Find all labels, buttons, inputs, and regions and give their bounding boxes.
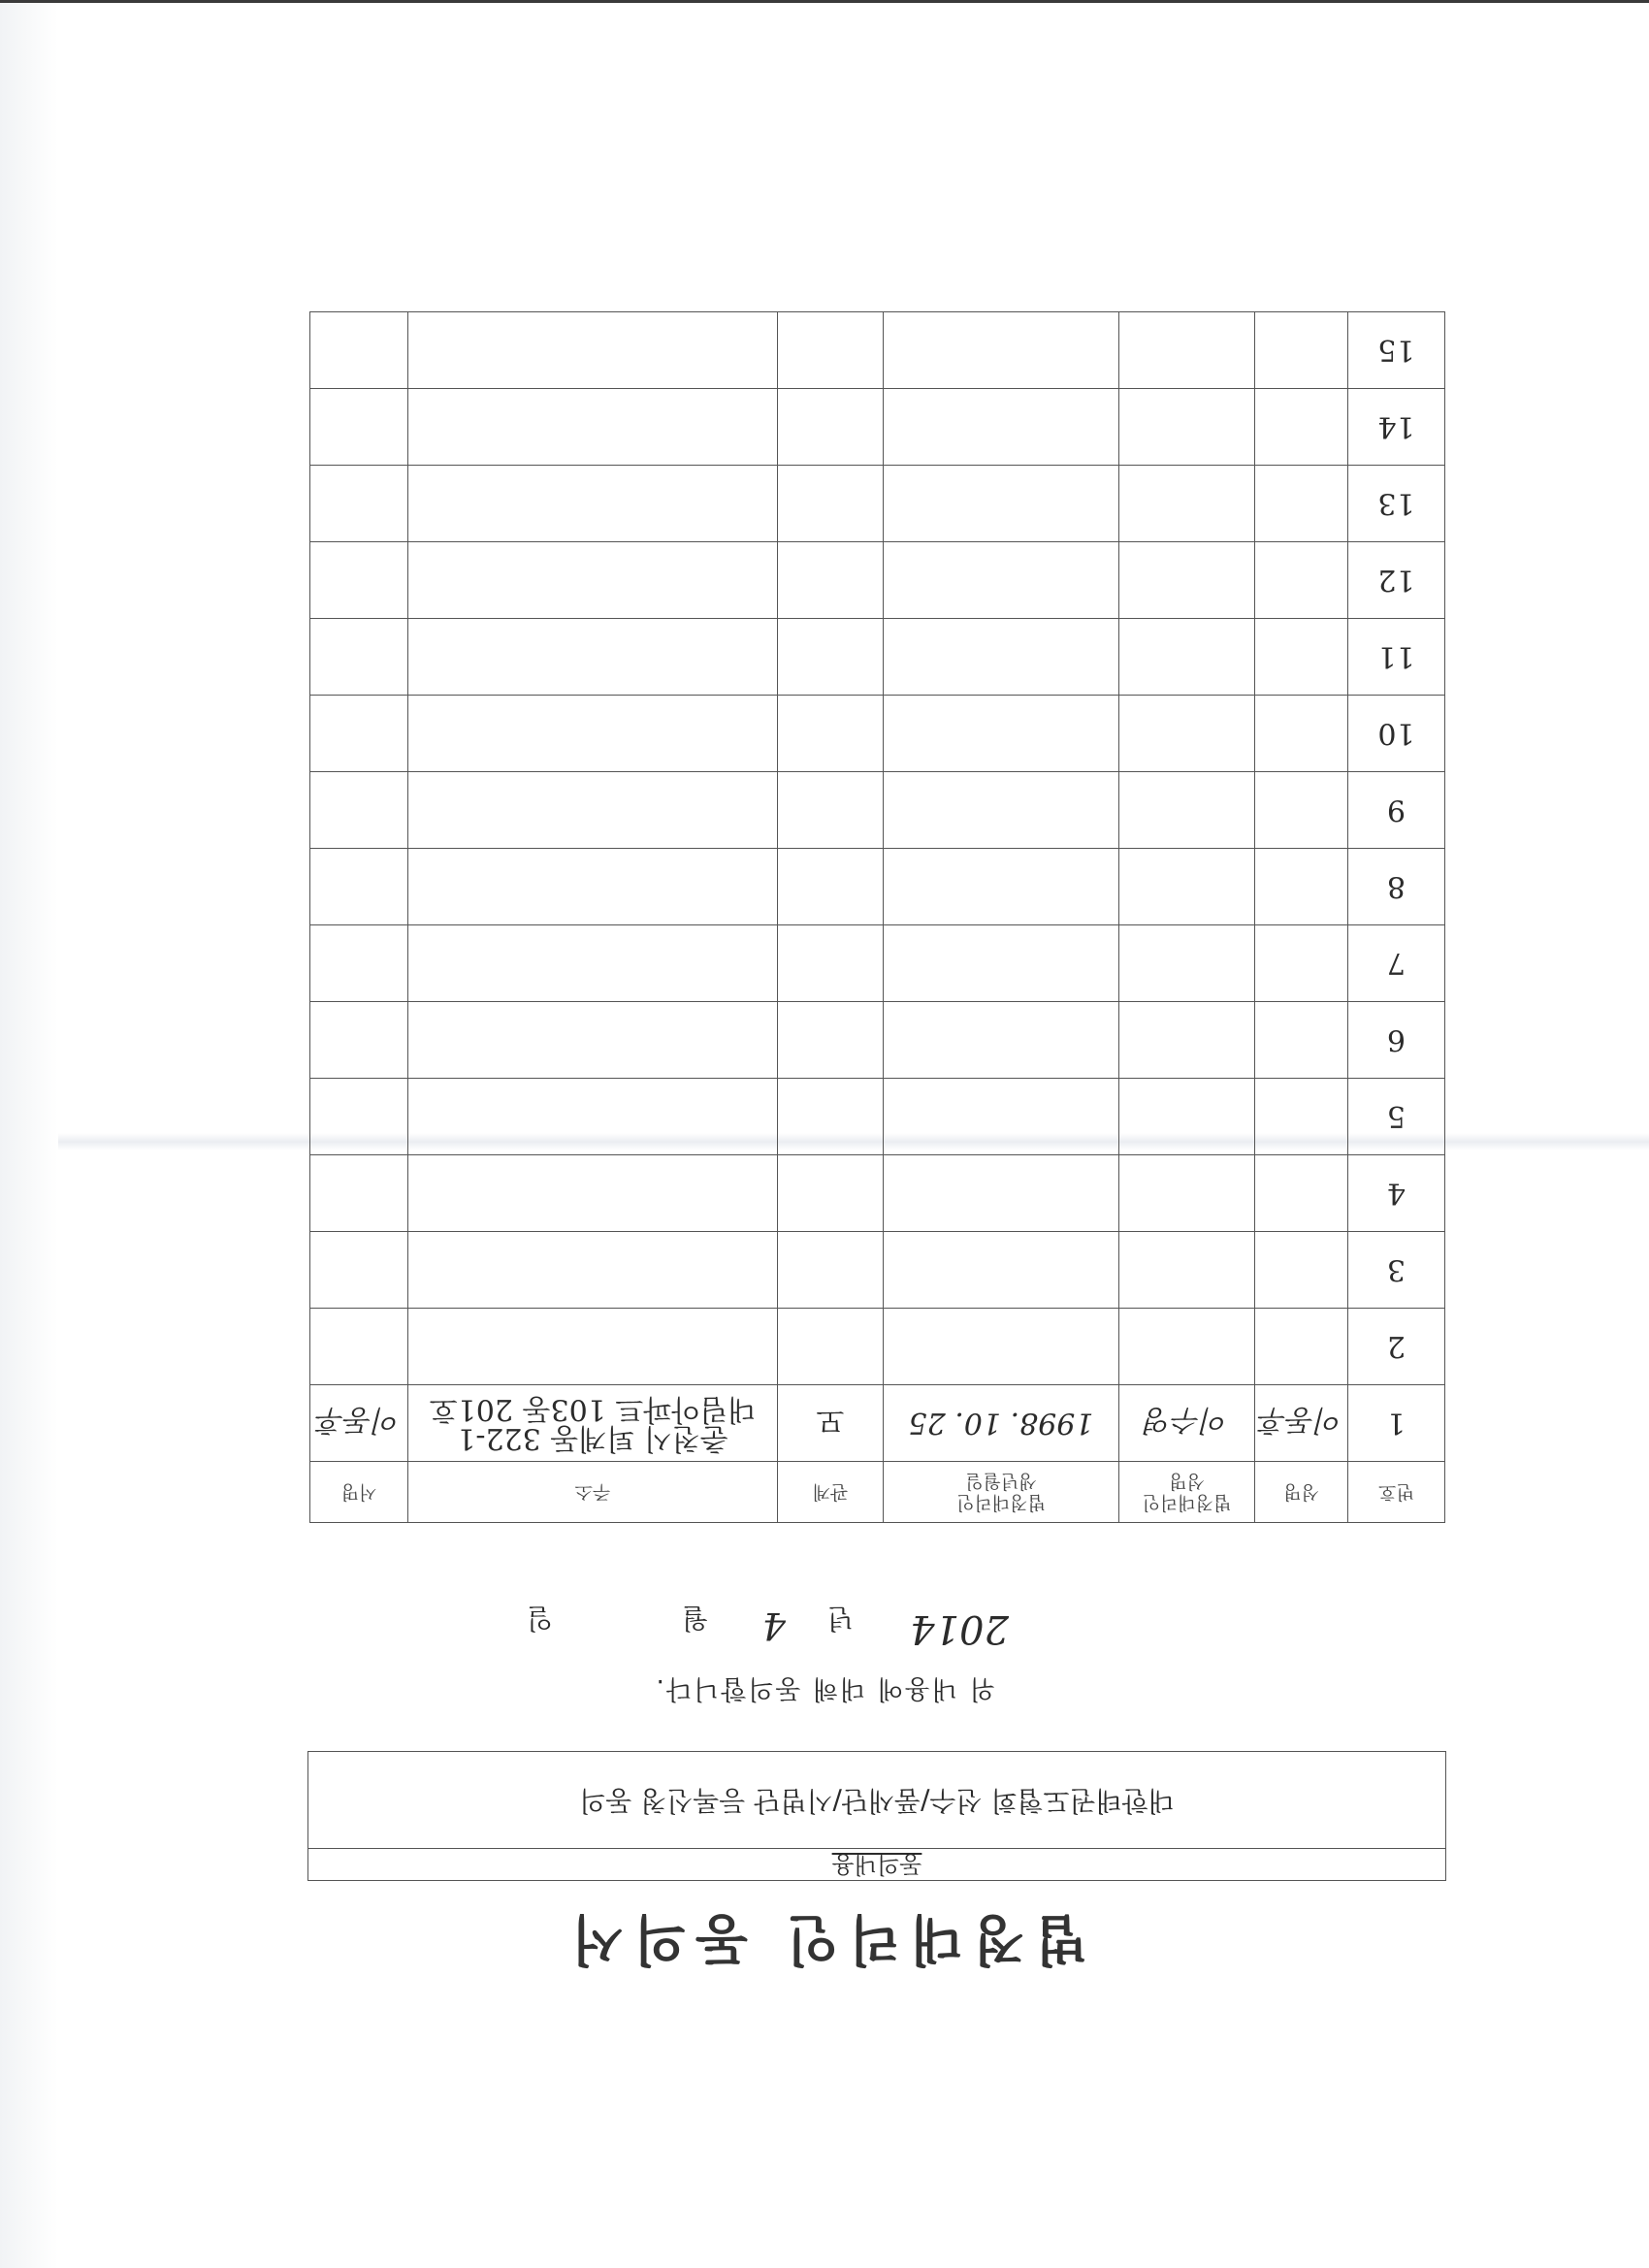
cell-address	[408, 312, 778, 389]
date-month-unit: 월	[681, 1603, 708, 1635]
cell-guardian-birthdate	[884, 619, 1119, 696]
cell-participant-name	[1255, 1155, 1348, 1232]
cell-participant-name: 이동후	[1255, 1385, 1348, 1462]
header-relation: 관계	[778, 1462, 884, 1523]
cell-guardian-birthdate	[884, 1232, 1119, 1309]
cell-relation	[778, 772, 884, 849]
cell-signature	[310, 1079, 408, 1155]
cell-guardian-name	[1119, 312, 1255, 389]
cell-row-number: 14	[1348, 389, 1445, 466]
guardian-table	[309, 311, 1445, 1523]
cell-guardian-name	[1119, 1232, 1255, 1309]
header-guardian-birthdate: 법정대리인 생년월일	[884, 1462, 1119, 1523]
cell-guardian-name	[1119, 1155, 1255, 1232]
cell-row-number: 10	[1348, 696, 1445, 772]
header-address: 주소	[408, 1462, 778, 1523]
cell-signature	[310, 772, 408, 849]
cell-participant-name	[1255, 772, 1348, 849]
cell-row-number: 8	[1348, 849, 1445, 925]
table-row	[310, 925, 1445, 1002]
cell-guardian-birthdate	[884, 466, 1119, 542]
cell-guardian-birthdate	[884, 1155, 1119, 1232]
cell-signature	[310, 312, 408, 389]
table-row	[310, 1155, 1445, 1232]
cell-relation	[778, 312, 884, 389]
cell-guardian-birthdate	[884, 849, 1119, 925]
cell-signature	[310, 1232, 408, 1309]
cell-row-number: 12	[1348, 542, 1445, 619]
table-row	[310, 619, 1445, 696]
cell-row-number: 9	[1348, 772, 1445, 849]
cell-participant-name	[1255, 542, 1348, 619]
table-row	[310, 542, 1445, 619]
cell-guardian-birthdate	[884, 542, 1119, 619]
cell-row-number: 11	[1348, 619, 1445, 696]
cell-participant-name	[1255, 925, 1348, 1002]
cell-relation	[778, 1232, 884, 1309]
cell-guardian-name	[1119, 849, 1255, 925]
cell-guardian-birthdate	[884, 772, 1119, 849]
date-year-handwritten: 2014	[910, 1606, 1009, 1651]
cell-relation: 모	[778, 1385, 884, 1462]
cell-signature	[310, 1002, 408, 1079]
cell-row-number: 2	[1348, 1309, 1445, 1385]
cell-guardian-birthdate	[884, 312, 1119, 389]
table-row	[310, 1002, 1445, 1079]
cell-address	[408, 619, 778, 696]
cell-relation	[778, 1002, 884, 1079]
cell-guardian-birthdate	[884, 696, 1119, 772]
cell-participant-name	[1255, 1079, 1348, 1155]
cell-address	[408, 1079, 778, 1155]
page-title: 법정대리인 동의서	[561, 1907, 1088, 1970]
cell-participant-name	[1255, 466, 1348, 542]
cell-guardian-name	[1119, 466, 1255, 542]
cell-relation	[778, 466, 884, 542]
cell-relation	[778, 1309, 884, 1385]
table-body	[310, 312, 1445, 1462]
cell-address	[408, 389, 778, 466]
cell-guardian-name	[1119, 1309, 1255, 1385]
cell-guardian-name	[1119, 1002, 1255, 1079]
cell-address	[408, 849, 778, 925]
cell-relation	[778, 925, 884, 1002]
table-row	[310, 312, 1445, 389]
cell-signature	[310, 1309, 408, 1385]
table-row	[310, 466, 1445, 542]
cell-participant-name	[1255, 389, 1348, 466]
cell-address	[408, 1002, 778, 1079]
date-month-handwritten: 4	[761, 1604, 786, 1647]
cell-signature	[310, 696, 408, 772]
cell-participant-name	[1255, 696, 1348, 772]
table-row	[310, 389, 1445, 466]
cell-guardian-birthdate	[884, 925, 1119, 1002]
cell-relation	[778, 696, 884, 772]
cell-relation	[778, 542, 884, 619]
cell-row-number: 5	[1348, 1079, 1445, 1155]
cell-guardian-name	[1119, 1079, 1255, 1155]
header-name: 성명	[1255, 1462, 1348, 1523]
agreement-statement: 위 내용에 대해 동의합니다.	[654, 1673, 995, 1703]
cell-guardian-name	[1119, 925, 1255, 1002]
cell-participant-name	[1255, 1002, 1348, 1079]
table-row	[310, 1079, 1445, 1155]
table-header-row	[310, 1462, 1445, 1523]
cell-guardian-birthdate	[884, 389, 1119, 466]
cell-address	[408, 466, 778, 542]
cell-address	[408, 1309, 778, 1385]
cell-row-number: 1	[1348, 1385, 1445, 1462]
cell-relation	[778, 849, 884, 925]
cell-guardian-name	[1119, 619, 1255, 696]
cell-relation	[778, 1155, 884, 1232]
date-line	[330, 1591, 1009, 1649]
cell-row-number: 4	[1348, 1155, 1445, 1232]
cell-address	[408, 925, 778, 1002]
cell-participant-name	[1255, 1232, 1348, 1309]
cell-address	[408, 1232, 778, 1309]
cell-signature	[310, 619, 408, 696]
cell-participant-name	[1255, 312, 1348, 389]
cell-row-number: 13	[1348, 466, 1445, 542]
cell-signature	[310, 925, 408, 1002]
table-row	[310, 772, 1445, 849]
cell-participant-name	[1255, 619, 1348, 696]
cell-signature	[310, 1155, 408, 1232]
cell-signature	[310, 542, 408, 619]
cell-address	[408, 542, 778, 619]
consent-text: 대한태권도협회 선수/품새단/시범단 등록신청 동의	[579, 1785, 1175, 1817]
cell-address	[408, 1155, 778, 1232]
cell-relation	[778, 1079, 884, 1155]
cell-row-number: 15	[1348, 312, 1445, 389]
header-number: 번호	[1348, 1462, 1445, 1523]
cell-relation	[778, 619, 884, 696]
cell-guardian-name: 이수영	[1119, 1385, 1255, 1462]
cell-signature	[310, 849, 408, 925]
cell-guardian-birthdate	[884, 1309, 1119, 1385]
cell-row-number: 3	[1348, 1232, 1445, 1309]
cell-row-number: 7	[1348, 925, 1445, 1002]
consent-heading: 동의내용	[308, 1848, 1445, 1880]
table-row	[310, 696, 1445, 772]
table-row	[310, 849, 1445, 925]
cell-guardian-birthdate	[884, 1079, 1119, 1155]
cell-signature	[310, 466, 408, 542]
table-row	[310, 1232, 1445, 1309]
cell-guardian-name	[1119, 696, 1255, 772]
cell-guardian-name	[1119, 389, 1255, 466]
consent-content-box	[307, 1751, 1446, 1881]
cell-guardian-name	[1119, 772, 1255, 849]
cell-address	[408, 772, 778, 849]
cell-guardian-birthdate	[884, 1002, 1119, 1079]
cell-participant-name	[1255, 1309, 1348, 1385]
cell-address	[408, 696, 778, 772]
table-row	[310, 1309, 1445, 1385]
cell-signature	[310, 389, 408, 466]
header-signature: 서명	[310, 1462, 408, 1523]
cell-guardian-birthdate: 1998. 10. 25	[884, 1385, 1119, 1462]
date-day-unit: 일	[526, 1603, 553, 1635]
cell-address: 춘천시 퇴계동 322-1 대림아파트 103동 201호	[408, 1385, 778, 1462]
cell-row-number: 6	[1348, 1002, 1445, 1079]
cell-guardian-name	[1119, 542, 1255, 619]
cell-signature: 이동후	[310, 1385, 408, 1462]
cell-participant-name	[1255, 849, 1348, 925]
table-row	[310, 1385, 1445, 1462]
header-guardian-name: 법정대리인 성명	[1119, 1462, 1255, 1523]
date-year-unit: 년	[826, 1603, 854, 1635]
cell-relation	[778, 389, 884, 466]
